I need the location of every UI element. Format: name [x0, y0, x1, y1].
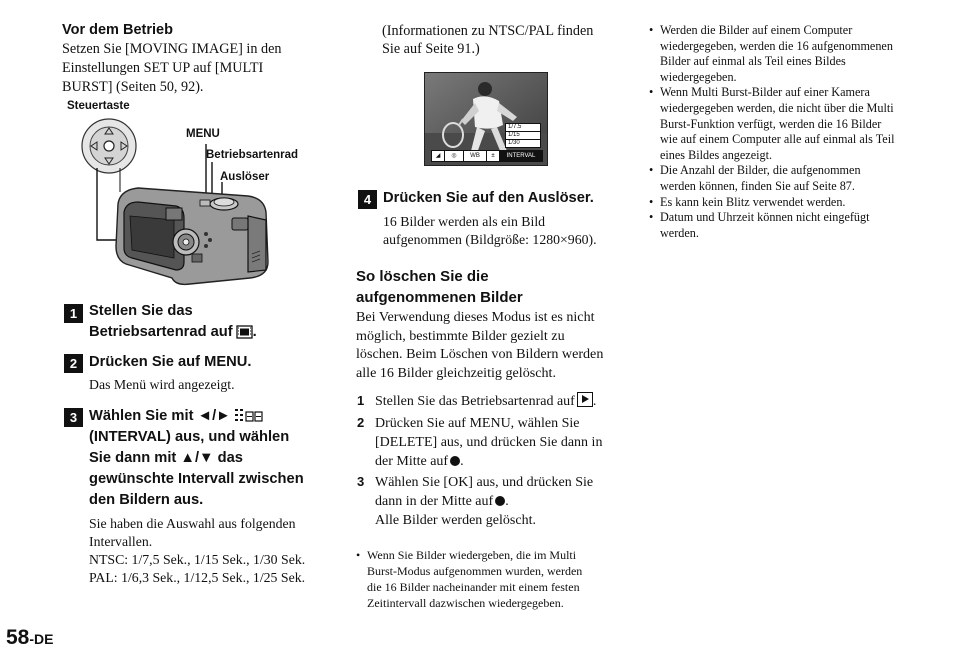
label-ausloeser: Auslöser	[220, 171, 270, 183]
text-line: wiedergegeben.	[660, 69, 737, 84]
step-number-3: 3	[64, 408, 83, 427]
substep-number-2: 2	[357, 415, 365, 430]
text-line: Intervallen.	[89, 534, 153, 549]
text-line: Burst-Funktion verfügt, werden die 16 Bilder	[660, 116, 882, 131]
text-line: Setzen Sie [MOVING IMAGE] in den	[62, 41, 282, 57]
label-menu: MENU	[186, 128, 220, 140]
delete-section-body	[356, 308, 618, 382]
text-fragment: Wählen Sie mit ◄/►	[89, 408, 231, 424]
text-line: wie auf einem Computer alle auf einmal als Teil	[660, 132, 895, 147]
camera-illustration	[80, 112, 280, 297]
text-line: wiedergegeben, werden die 16 aufgenommenen	[660, 38, 893, 53]
step-2-heading: Drücken Sie auf MENU.	[89, 354, 252, 370]
text-line: den Bildern aus.	[89, 492, 204, 508]
note-text	[660, 163, 861, 194]
text-line: aufgenommen (Bildgröße: 1280×960).	[383, 232, 597, 247]
text-line: löschen. Beim Löschen von Bildern werden	[356, 346, 604, 363]
playback-mode-icon	[577, 392, 593, 407]
label-steuertaste: Steuertaste	[67, 100, 130, 112]
step-1-heading	[89, 301, 309, 343]
substep-3-text	[375, 473, 625, 530]
text-line: 16 Bilder werden als ein Bild	[383, 214, 546, 229]
wb-item: WB	[464, 151, 487, 161]
lcd-screen-photo	[424, 72, 548, 166]
text-line: (Informationen zu NTSC/PAL finden	[382, 23, 594, 39]
text-line: Es kann kein Blitz verwendet werden.	[660, 194, 846, 209]
text-line: Stellen Sie das	[89, 303, 193, 319]
text-line: Sie auf Seite 91.)	[382, 41, 480, 57]
text-line: gewünschte Intervall zwischen	[89, 471, 304, 487]
substep-1-text: Stellen Sie das Betriebsartenrad auf .	[375, 394, 597, 409]
step-4-heading: Drücken Sie auf den Auslöser.	[383, 190, 594, 206]
interval-menu	[505, 123, 541, 148]
text-fragment: der Mitte auf	[375, 454, 449, 469]
text-fragment: .	[252, 324, 257, 340]
text-line: Wenn Multi Burst-Bilder auf einer Kamera	[660, 85, 870, 100]
interval-option: 1/15	[506, 132, 540, 140]
text-line	[89, 406, 329, 427]
note-item	[649, 23, 919, 85]
page-number	[6, 626, 53, 650]
center-button-icon	[450, 456, 460, 466]
plus-minus-icon: ±	[487, 151, 500, 161]
center-button-icon	[495, 496, 505, 506]
flash-icon: ◢	[432, 151, 445, 161]
step-number-2: 2	[64, 354, 83, 373]
note-item	[649, 210, 919, 241]
step-3-body	[89, 515, 339, 587]
text-line: Wählen Sie [OK] aus, und drücken Sie	[375, 475, 594, 490]
text-line: Zeitintervall dazwischen wiedergegeben.	[367, 596, 564, 610]
page-number-suffix: -DE	[29, 631, 54, 647]
text-line: Bei Verwendung dieses Modus ist es nicht	[356, 309, 595, 325]
text-line: BURST] (Seiten 50, 92).	[62, 79, 204, 95]
step-number-4: 4	[358, 190, 377, 209]
note-bullet: •	[649, 194, 654, 209]
ntsc-pal-info-note	[382, 22, 622, 58]
text-line: möglich, bestimmte Bilder gezielt zu	[356, 327, 565, 344]
text-line: (INTERVAL) aus, und wählen	[89, 429, 290, 445]
note-item	[649, 85, 919, 163]
menu-bar	[431, 150, 543, 162]
control-key-closeup	[82, 119, 136, 173]
text-line: Wenn Sie Bilder wiedergeben, die im Multi	[367, 548, 577, 562]
text-fragment: dann in der Mitte auf	[375, 494, 494, 509]
notes-list	[649, 23, 919, 241]
note-bullet: •	[649, 210, 654, 225]
text-line: alle 16 Bilder gleichzeitig gelöscht.	[356, 364, 556, 381]
effect-icon: ◎	[445, 151, 464, 161]
movie-mode-icon	[236, 325, 253, 339]
note-text	[660, 210, 870, 241]
text-line: Werden die Bilder auf einem Computer	[660, 23, 853, 37]
text-line: Die Anzahl der Bilder, die aufgenommen	[660, 163, 861, 178]
note-text	[660, 85, 894, 163]
text-line: dann in der Mitte auf .	[375, 494, 509, 509]
text-line: Datum und Uhrzeit können nicht eingefügt	[660, 210, 870, 225]
text-line: NTSC: 1/7,5 Sek., 1/15 Sek., 1/30 Sek.	[89, 552, 306, 567]
interval-option: 1/30	[508, 140, 520, 146]
interval-option: 1/7.5	[506, 124, 540, 132]
text-line: wiedergegeben werden, die nicht über die Multi	[660, 100, 894, 115]
text-line: aufgenommenen Bilder	[356, 289, 523, 306]
camera-body	[116, 188, 268, 284]
text-line: der Mitte auf .	[375, 454, 464, 469]
text-line: Burst-Modus aufgenommen wurden, werden	[367, 564, 583, 578]
step-number-1: 1	[64, 304, 83, 323]
note-playback	[367, 547, 617, 611]
text-line: Drücken Sie auf MENU, wählen Sie	[375, 416, 580, 431]
text-line: Einstellungen SET UP auf [MULTI	[62, 60, 264, 76]
step-4-body	[383, 213, 623, 249]
text-line: Bilder auf einmal als Teil eines Bildes	[660, 54, 846, 69]
text-line: eines Bildes angezeigt.	[660, 147, 773, 162]
text-line: werden können, finden Sie auf Seite 87.	[660, 178, 855, 193]
section-title-loeschen	[356, 266, 523, 308]
note-item	[649, 163, 919, 194]
note-item	[649, 195, 919, 211]
substep-number-3: 3	[357, 474, 365, 489]
substep-2-text	[375, 414, 625, 471]
section-title-vor-dem-betrieb: Vor dem Betrieb	[62, 22, 173, 38]
text-line: werden.	[660, 225, 699, 240]
note-text	[660, 195, 845, 211]
step-2-body: Das Menü wird angezeigt.	[89, 377, 235, 392]
interval-mode-icon	[234, 407, 264, 423]
text-line: die 16 Bilder nacheinander mit einem festen	[367, 580, 580, 594]
text-line: [DELETE] aus, und drücken Sie dann in	[375, 435, 603, 450]
interval-item: INTERVAL	[500, 151, 542, 161]
label-betriebsartenrad: Betriebsartenrad	[206, 149, 299, 161]
text-line: So löschen Sie die	[356, 268, 489, 285]
text-fragment: Stellen Sie das Betriebsartenrad auf	[375, 394, 575, 409]
note-bullet: •	[649, 23, 654, 37]
text-line: PAL: 1/6,3 Sek., 1/12,5 Sek., 1/25 Sek.	[89, 570, 306, 585]
note-text	[660, 23, 893, 85]
page-number-value: 58	[6, 626, 30, 649]
note-bullet: •	[649, 163, 654, 178]
note-bullet: •	[649, 85, 654, 100]
vor-dem-betrieb-text	[62, 40, 307, 97]
text-line: Alle Bilder werden gelöscht.	[375, 513, 536, 528]
text-line: Sie haben die Auswahl aus folgenden	[89, 516, 296, 531]
text-line	[89, 322, 309, 343]
text-line: Sie dann mit ▲/▼ das	[89, 450, 243, 466]
step-3-heading	[89, 406, 329, 511]
text-fragment: Betriebsartenrad auf	[89, 324, 233, 340]
note-bullet: •	[356, 548, 361, 562]
substep-number-1: 1	[357, 393, 365, 408]
